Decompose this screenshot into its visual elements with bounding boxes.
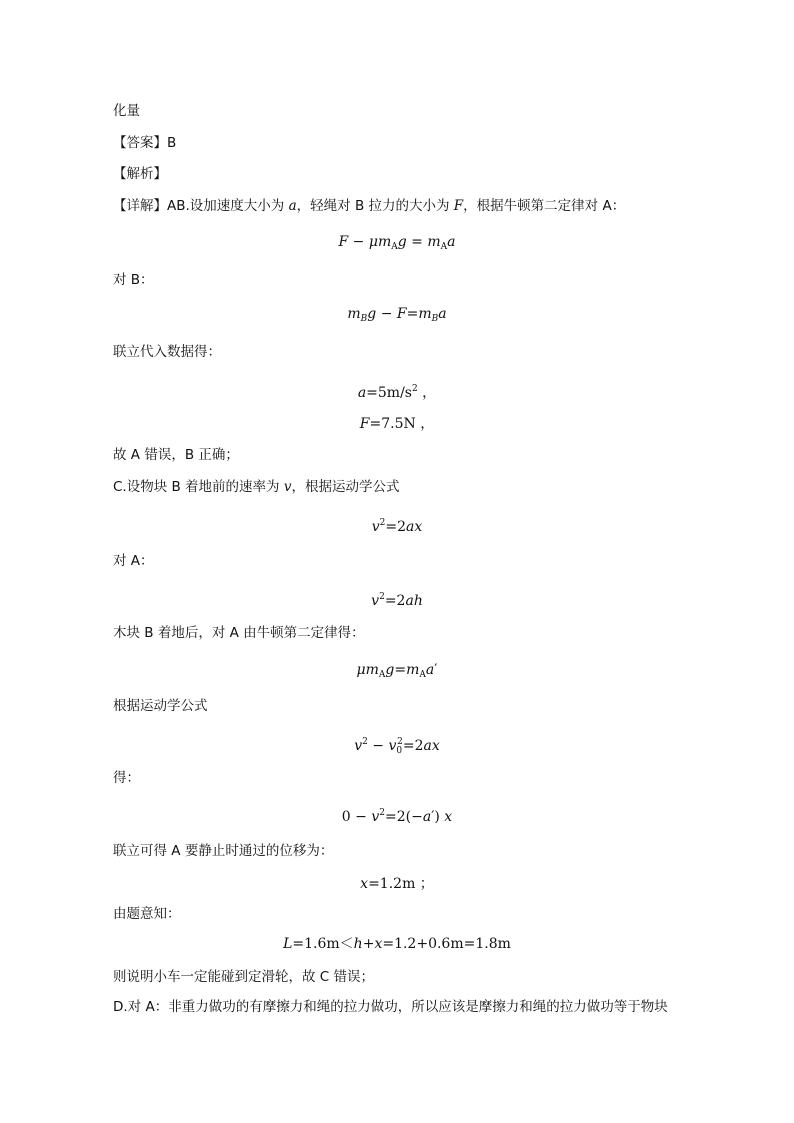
text-fragment: ，根据运动学公式 xyxy=(291,479,400,495)
text-fragment: ，轻绳对 B 拉力的大小为 xyxy=(296,198,454,214)
text-line-get: 得： xyxy=(113,770,140,786)
equation-10: x=1.2m ； xyxy=(360,876,434,892)
text-fragment: ，根据牛顿第二定律对 A： xyxy=(463,198,626,214)
text-line-given: 由题意知： xyxy=(113,906,181,922)
detail-intro-line xyxy=(113,196,625,216)
equation-2: $m_Bg - F=m_Ba$ xyxy=(347,306,447,324)
text-fragment: 【详解】AB.设加速度大小为 xyxy=(113,198,289,214)
analysis-heading: 【解析】 xyxy=(113,166,167,182)
text-line-for-B: 对 B： xyxy=(113,272,154,288)
variable-v: v xyxy=(283,479,292,495)
variable-a: a xyxy=(288,198,297,214)
equation-11: L=1.6m＜h+x=1.2+0.6m=1.8m xyxy=(283,936,511,952)
equation-7: $\mu m_Ag=m_Aa'$ xyxy=(356,662,438,680)
text-line-for-A: 对 A： xyxy=(113,553,154,569)
text-fragment: C.设物块 B 着地前的速率为 xyxy=(113,479,284,495)
equation-1: $F - \mu m_Ag = m_Aa$ xyxy=(338,234,456,252)
text-line-D: D.对 A：非重力做功的有摩擦力和绳的拉力做功，所以应该是摩擦力和绳的拉力做功等于物块 xyxy=(113,999,668,1015)
equation-3: $a=5m/s^2$ ， xyxy=(357,384,437,401)
text-line-conclusion-AB: 故 A 错误，B 正确； xyxy=(113,447,239,463)
equation-8: $v^2 - v_0^2=2ax$ xyxy=(354,737,440,756)
answer-line: 【答案】B xyxy=(113,135,177,151)
text-line-0: 化量 xyxy=(113,103,140,119)
text-line-kinematics: 根据运动学公式 xyxy=(113,698,208,714)
text-line-conclusion-C: 则说明小车一定能碰到定滑轮，故 C 错误； xyxy=(113,969,375,985)
text-line-combine: 联立代入数据得： xyxy=(113,344,221,360)
text-line-C-intro xyxy=(113,477,400,497)
text-line-after-landing: 木块 B 着地后，对 A 由牛顿第二定律得： xyxy=(113,625,365,641)
equation-4: F=7.5N ， xyxy=(359,416,435,432)
equation-9: $0 - v^2=2(-a')$ x xyxy=(341,808,453,825)
variable-F: F xyxy=(453,198,464,214)
text-line-displacement: 联立可得 A 要静止时通过的位移为： xyxy=(113,843,334,859)
equation-5: $v^2=2ax$ xyxy=(371,518,423,535)
equation-6: $v^2=2ah$ xyxy=(371,592,423,609)
